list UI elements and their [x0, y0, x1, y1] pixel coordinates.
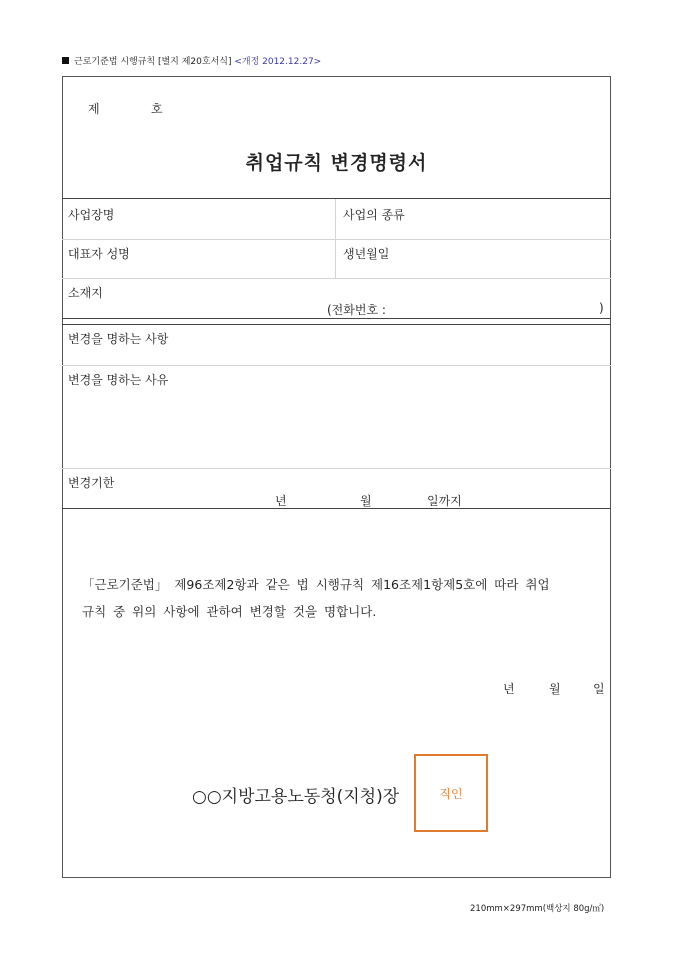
deadline-day: 일까지 — [427, 494, 462, 508]
deadline-label: 변경기한 — [68, 476, 115, 490]
form-frame — [62, 76, 611, 878]
divider — [62, 324, 611, 325]
page-title: 취업규칙 변경명령서 — [245, 152, 428, 174]
divider — [62, 239, 611, 240]
business-name-label: 사업장명 — [68, 208, 115, 222]
seal-label: 직인 — [439, 786, 463, 801]
statement-line-1: 「근로기준법」 제96조제2항과 같은 법 시행규칙 제16조제1항제5호에 따라 취업 — [82, 577, 550, 592]
deadline-month: 월 — [360, 494, 372, 508]
law-reference: 근로기준법 시행규칙 [별지 제20호서식] — [74, 57, 232, 67]
divider — [62, 198, 611, 199]
phone-close: ) — [599, 301, 604, 315]
doc-number-je: 제 — [88, 102, 100, 116]
divider — [62, 468, 611, 469]
doc-number-ho: 호 — [151, 102, 163, 116]
revision-date: <개정 2012.12.27> — [234, 57, 322, 67]
birth-date-label: 생년월일 — [343, 247, 390, 261]
divider — [62, 508, 611, 509]
address-label: 소재지 — [68, 286, 103, 300]
change-reason-label: 변경을 명하는 사유 — [68, 373, 169, 387]
phone-label: (전화번호 : — [327, 303, 386, 317]
divider — [62, 278, 611, 279]
paper-spec: 210mm×297mm(백상지 80g/㎡) — [470, 904, 605, 914]
square-bullet-icon — [62, 57, 69, 64]
official-seal-box — [414, 754, 488, 832]
divider — [62, 365, 611, 366]
deadline-year: 년 — [275, 494, 287, 508]
issue-day: 일 — [593, 682, 605, 696]
change-items-label: 변경을 명하는 사항 — [68, 332, 169, 346]
issue-year: 년 — [503, 682, 515, 696]
representative-label: 대표자 성명 — [68, 247, 130, 261]
issue-month: 월 — [549, 682, 561, 696]
issuing-office: ○○지방고용노동청(지청)장 — [192, 787, 400, 807]
business-type-label: 사업의 종류 — [343, 208, 405, 222]
statement-line-2: 규칙 중 위의 사항에 관하여 변경할 것을 명합니다. — [82, 604, 377, 619]
form-header — [62, 54, 321, 67]
divider — [62, 318, 611, 319]
column-divider — [335, 199, 336, 278]
